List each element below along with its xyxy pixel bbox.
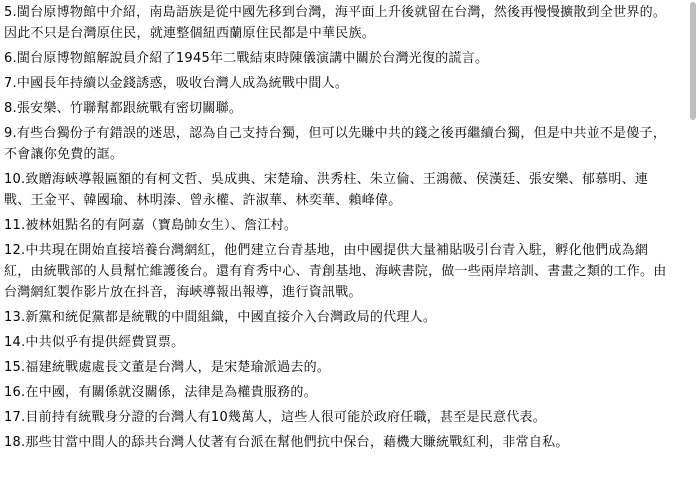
list-item: 13.新黨和統促黨都是統戰的中間組織，中國直接介入台灣政局的代理人。 bbox=[4, 310, 437, 325]
list-item: 10.致贈海峽導報匾額的有柯文哲、吳成典、宋楚瑜、洪秀柱、朱立倫、王鴻薇、侯漢廷、張安樂、郁慕明、連戰、王金平、韓國瑜、林明溱、曾永權、許淑華、林奕華、賴峰偉。 bbox=[4, 172, 649, 208]
vertical-scrollbar[interactable] bbox=[687, 0, 699, 491]
list-item: 16.在中國，有關係就沒關係，法律是為權貴服務的。 bbox=[4, 385, 317, 400]
list-item: 9.有些台獨份子有錯誤的迷思，認為自己支持台獨，但可以先賺中共的錢之後再繼續台獨，但是中共並不是傻子，不會讓你免費的誆。 bbox=[4, 126, 667, 162]
list-item: 14.中共似乎有提供經費買票。 bbox=[4, 335, 185, 350]
list-item: 12.中共現在開始直接培養台灣網紅，他們建立台青基地，由中國提供大量補貼吸引台青入駐，孵化他們成為網紅，由統戰部的人員幫忙維護後台。還有育秀中心、青創基地、海峽書院，做一些兩岸培訓、書畫之類的工作。由台灣網紅製作影片放在抖音，海峽導報出報導，進行資訊戰。 bbox=[4, 243, 667, 300]
list-item: 5.閩台原博物館中介紹，南島語族是從中國先移到台灣，海平面上升後就留在台灣，然後再慢慢擴散到全世界的。因此不只是台灣原住民，就連整個紐西蘭原住民都是中華民族。 bbox=[4, 5, 667, 41]
list-item: 6.閩台原博物館解說員介紹了1945年二戰結束時陳儀演講中關於台灣光復的謊言。 bbox=[4, 51, 489, 66]
scrollbar-thumb[interactable] bbox=[690, 2, 696, 120]
list-item: 7.中國長年持續以金錢誘惑，吸收台灣人成為統戰中間人。 bbox=[4, 76, 349, 91]
list-item: 11.被林姐點名的有阿嘉（寶島帥女生）、詹江村。 bbox=[4, 218, 298, 233]
list-item: 8.張安樂、竹聯幫都跟統戰有密切關聯。 bbox=[4, 101, 243, 116]
list-item: 17.目前持有統戰身分證的台灣人有10幾萬人，這些人很可能於政府任職，甚至是民意代表。 bbox=[4, 410, 546, 425]
list-item: 18.那些甘當中間人的舔共台灣人仗著有台派在幫他們抗中保台，藉機大賺統戰紅利，非常自私。 bbox=[4, 435, 569, 450]
list-item: 15.福建統戰處處長文董是台灣人，是宋楚瑜派過去的。 bbox=[4, 360, 331, 375]
